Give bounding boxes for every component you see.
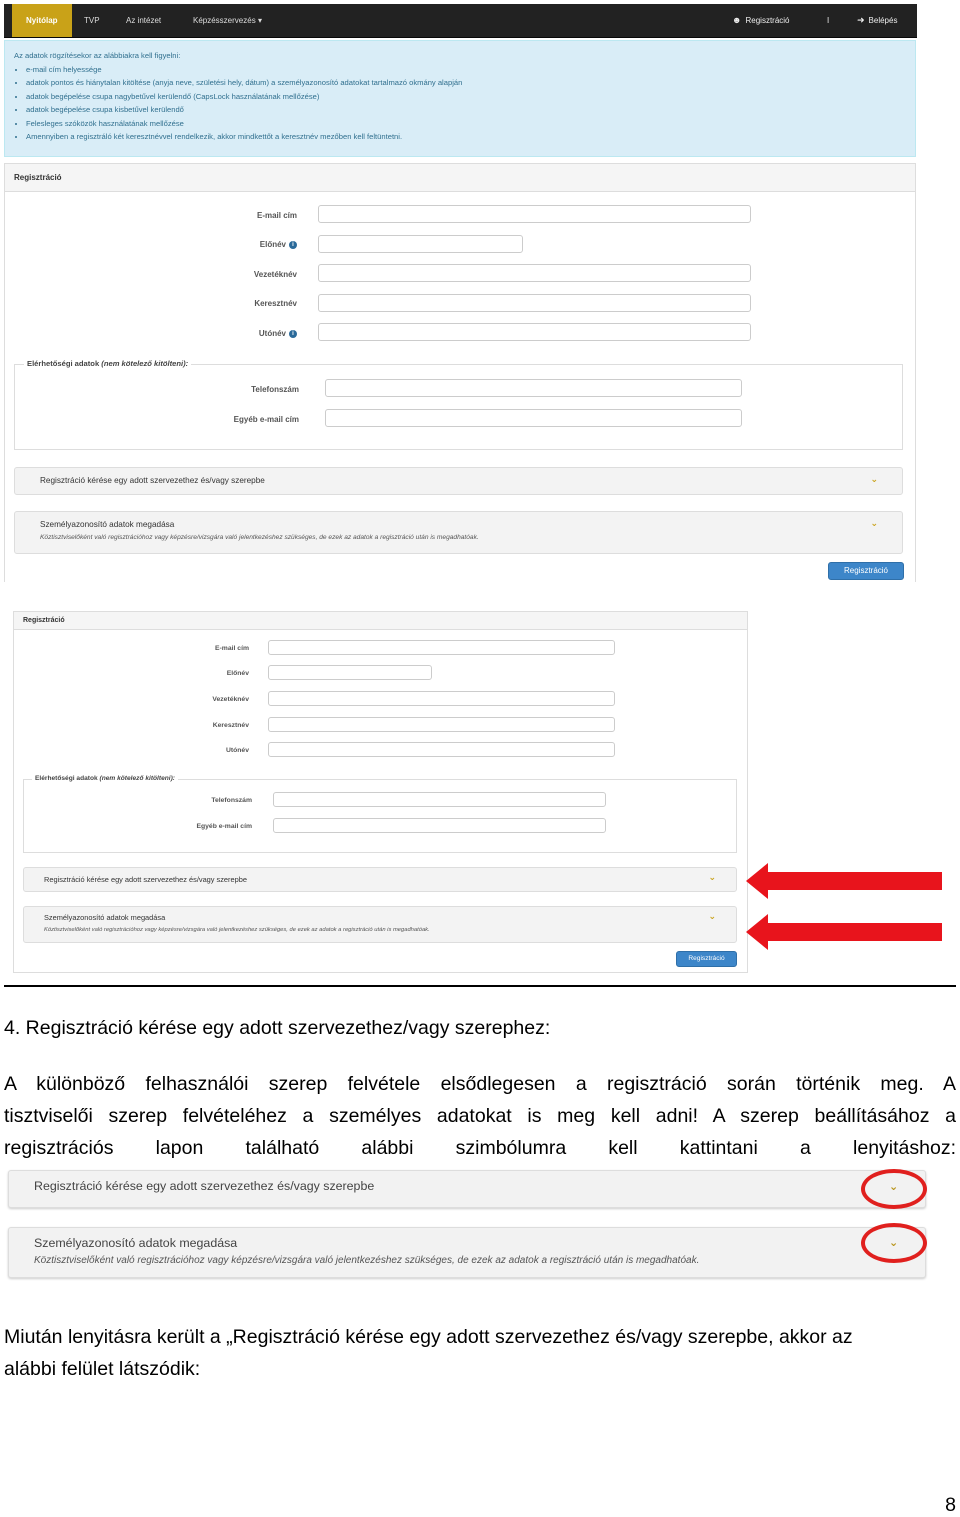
elonev-field[interactable] — [318, 235, 523, 253]
elonev-label — [260, 240, 297, 249]
contact-legend — [32, 775, 178, 782]
chevron-down-icon[interactable]: ⌄ — [708, 872, 716, 882]
info-icon[interactable]: i — [289, 241, 297, 249]
top-navbar — [4, 4, 917, 38]
info-item: • adatok pontos és hiánytalan kitöltése (anyja neve, születési hely, dátum) a személyazonosító adatokat tartalmazó okmány alapján — [26, 76, 462, 89]
other-email-field[interactable] — [273, 818, 606, 833]
chevron-down-icon[interactable]: ⌄ — [870, 518, 878, 528]
nav-training-label: Képzésszervezés — [193, 16, 256, 25]
contact-legend-prefix: Elérhetőségi adatok — [27, 359, 100, 368]
intro-paragraph — [4, 1068, 956, 1164]
contact-legend — [24, 359, 191, 368]
contact-legend-prefix: Elérhetőségi adatok — [35, 775, 98, 782]
utonev-label-text: Utónév — [258, 329, 286, 338]
register-button[interactable]: Regisztráció — [676, 951, 737, 967]
identity-collapse-subtitle: Köztisztviselőként való regisztrációhoz vagy képzésre/vizsgára való jelentkezéshez szükséges, de ezek az adatok a regisztráció után is megadhatóak. — [40, 534, 479, 541]
nav-home[interactable]: Nyitólap — [12, 4, 72, 37]
other-email-label: Egyéb e-mail cím — [196, 823, 252, 830]
contact-fieldset — [14, 359, 903, 450]
org-role-collapse[interactable] — [14, 467, 903, 495]
other-email-field[interactable] — [325, 409, 742, 427]
nav-training[interactable] — [193, 4, 262, 37]
vezeteknev-field[interactable] — [318, 264, 751, 282]
chevron-down-icon[interactable]: ⌄ — [870, 474, 878, 484]
nav-register-label: Regisztráció — [745, 16, 790, 25]
utonev-label: Utónév — [225, 747, 249, 754]
zoom-org-role-bar — [8, 1170, 926, 1208]
panel-title: Regisztráció — [5, 164, 915, 192]
paragraph-line: tisztviselői szerep felvételéhez a személyes adatokat is meg kell adni! A szerep beállításához a — [4, 1105, 956, 1127]
chevron-down-icon[interactable]: ⌄ — [708, 911, 716, 921]
registration-screenshot-full — [4, 4, 917, 582]
keresztnev-field[interactable] — [318, 294, 751, 312]
user-icon: ☻ — [732, 15, 742, 25]
other-email-label: Egyéb e-mail cím — [233, 415, 299, 424]
zoom-identity-title: Személyazonosító adatok megadása — [34, 1236, 238, 1250]
contact-fieldset — [23, 775, 737, 853]
vezeteknev-label: Vezetéknév — [212, 696, 249, 703]
chevron-down-icon[interactable]: ⌄ — [889, 1237, 899, 1249]
keresztnev-label: Keresztnév — [254, 299, 297, 308]
followup-paragraph — [4, 1321, 956, 1385]
email-field[interactable] — [268, 640, 615, 655]
nav-login[interactable] — [857, 4, 897, 37]
registration-screenshot-highlighted — [13, 611, 748, 973]
contact-legend-note: (nem kötelező kitölteni): — [101, 359, 189, 368]
section-heading: 4. Regisztráció kérése egy adott szervezethez/vagy szerephez: — [4, 1017, 551, 1039]
org-role-collapse[interactable] — [23, 867, 737, 892]
utonev-field[interactable] — [318, 323, 751, 341]
identity-collapse-subtitle: Köztisztviselőként való regisztrációhoz vagy képzésre/vizsgára való jelentkezéshez szükséges, de ezek az adatok a regisztráció után is megadhatóak. — [44, 927, 430, 933]
zoom-identity-subtitle: Köztisztviselőként való regisztrációhoz vagy képzésre/vizsgára való jelentkezéshez szükséges, de ezek az adatok a regisztráció után is megadhatóak. — [34, 1255, 700, 1266]
utonev-label — [259, 329, 297, 338]
paragraph-line: regisztrációs lapon található alábbi szimbólumra kell kattintani a lenyitáshoz: — [4, 1137, 956, 1159]
phone-label: Telefonszám — [251, 385, 299, 394]
org-role-collapse-title: Regisztráció kérése egy adott szervezethez és/vagy szerepbe — [40, 476, 265, 485]
phone-field[interactable] — [273, 792, 606, 807]
zoom-org-role-title: Regisztráció kérése egy adott szervezethez és/vagy szerepbe — [34, 1179, 375, 1193]
zoom-identity-bar — [8, 1227, 926, 1278]
nav-institute[interactable]: Az intézet — [126, 16, 162, 25]
register-button[interactable]: Regisztráció — [828, 562, 904, 580]
contact-legend-note: (nem kötelező kitölteni): — [99, 775, 175, 782]
red-arrow-icon — [746, 912, 942, 952]
vezeteknev-field[interactable] — [268, 691, 615, 706]
org-role-collapse-title: Regisztráció kérése egy adott szervezethez és/vagy szerepbe — [44, 875, 247, 884]
vezeteknev-label: Vezetéknév — [253, 270, 297, 279]
identity-collapse-title: Személyazonosító adatok megadása — [40, 520, 175, 529]
info-item: • Felesleges szóközök használatának mellőzése — [26, 117, 462, 130]
horizontal-rule — [4, 985, 956, 987]
panel-title: Regisztráció — [14, 612, 747, 630]
paragraph-line: alábbi felület látszódik: — [4, 1358, 201, 1380]
info-item: • e-mail cím helyessége — [26, 63, 462, 76]
page-number: 8 — [945, 1494, 956, 1516]
highlight-circle — [861, 1169, 927, 1209]
login-icon: ➜ — [857, 15, 865, 25]
info-item: • adatok begépelése csupa kisbetűvel kerülendő — [26, 103, 462, 116]
elonev-field[interactable] — [268, 665, 432, 680]
email-label: E-mail cím — [215, 645, 249, 652]
elonev-label-text: Előnév — [259, 240, 286, 249]
info-item: • adatok begépelése csupa nagybetűvel kerülendő (CapsLock használatának mellőzése) — [26, 90, 462, 103]
elonev-label: Előnév — [226, 670, 249, 677]
nav-register[interactable] — [732, 4, 790, 37]
email-field[interactable] — [318, 205, 751, 223]
utonev-field[interactable] — [268, 742, 615, 757]
email-label: E-mail cím — [256, 211, 297, 220]
identity-collapse[interactable] — [14, 511, 903, 554]
identity-collapse[interactable] — [23, 906, 737, 943]
keresztnev-label: Keresztnév — [212, 722, 249, 729]
keresztnev-field[interactable] — [268, 717, 615, 732]
paragraph-line: Miután lenyitásra került a „Regisztráció kérése egy adott szervezethez és/vagy szerepbe, akkor az — [4, 1326, 853, 1348]
registration-panel — [4, 163, 916, 582]
phone-label: Telefonszám — [211, 797, 252, 804]
identity-collapse-title: Személyazonosító adatok megadása — [44, 913, 166, 922]
paragraph-line: A különböző felhasználói szerep felvétele elsődlegesen a regisztráció során történik meg. A — [4, 1073, 956, 1095]
chevron-down-icon[interactable]: ⌄ — [889, 1181, 899, 1193]
nav-tvp[interactable]: TVP — [84, 16, 100, 25]
info-icon[interactable]: i — [289, 330, 297, 338]
info-item: • Amennyiben a regisztráló két keresztnévvel rendelkezik, akkor mindkettőt a keresztnév mezőben kell feltüntetni. — [26, 130, 462, 143]
info-alert — [4, 40, 916, 157]
phone-field[interactable] — [325, 379, 742, 397]
info-list — [14, 63, 462, 143]
nav-separator: I — [827, 16, 830, 25]
caret-down-icon: ▾ — [257, 16, 262, 25]
red-arrow-icon — [746, 861, 942, 901]
info-title: Az adatok rögzítésekor az alábbiakra kell figyelni: — [14, 51, 181, 60]
nav-login-label: Belépés — [868, 16, 898, 25]
highlight-circle — [861, 1223, 927, 1263]
